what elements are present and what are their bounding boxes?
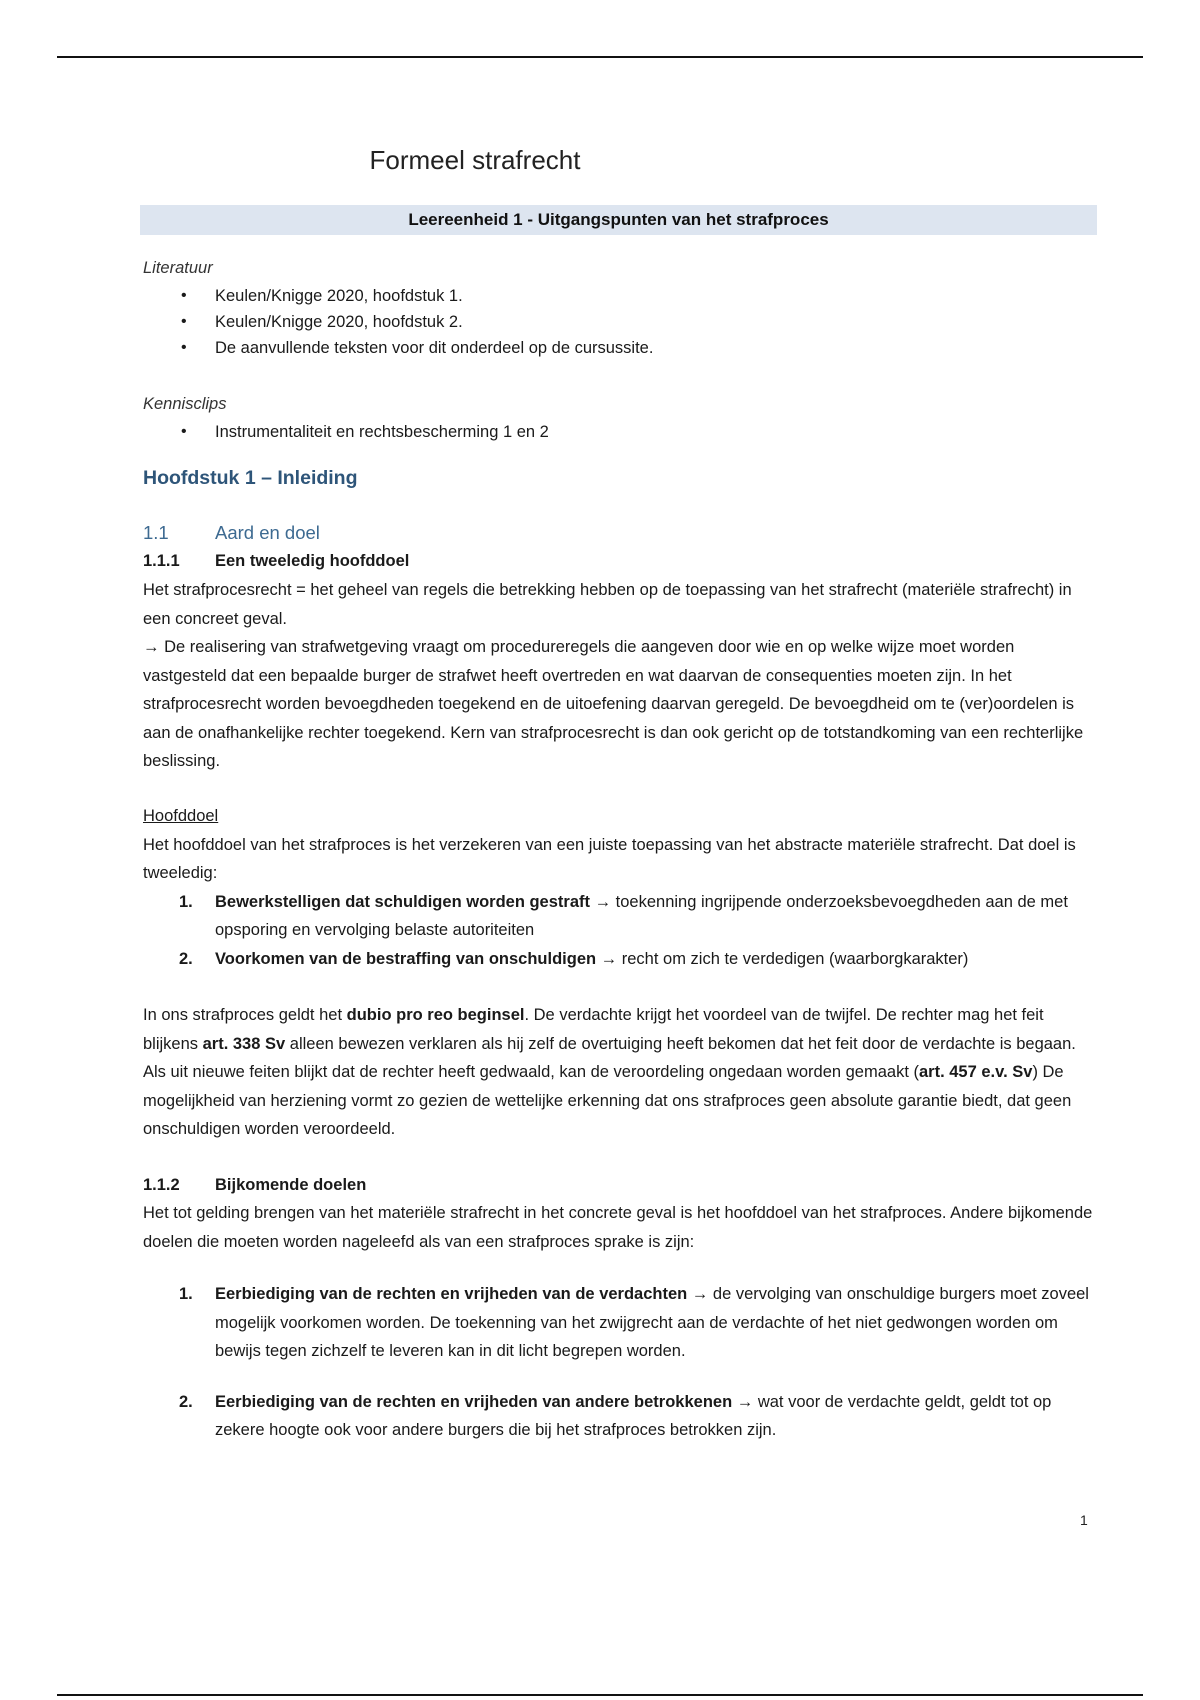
list-item (143, 1280, 1093, 1366)
section-title: Aard en doel (215, 522, 320, 543)
unit-banner: Leereenheid 1 - Uitgangspunten van het strafproces (140, 205, 1097, 235)
hoofddoel-section (143, 802, 1093, 973)
item-text: de vervolging van onschuldige burgers moet zoveel mogelijk voorkomen worden. De toekenning van het zwijgrecht aan de verdachte of het niet gedwongen worden om bewijs tegen zichzelf te leveren kan in dit licht begrepen worden. (215, 1285, 1089, 1360)
bold-term: art. 457 e.v. Sv (919, 1063, 1033, 1081)
bijkomend-intro: Het tot gelding brengen van het materiële strafrecht in het concrete geval is het hoofddoel van het strafproces. Andere bijkomende doelen die moeten worden nageleefd als van een strafproces sprake is zijn: (143, 1204, 1093, 1251)
list-item: • Keulen/Knigge 2020, hoofdstuk 2. (143, 309, 1093, 335)
text-run: . De verdachte krijgt het voordeel van de twijfel. De rechter mag het feit blijkens (143, 1006, 1044, 1053)
item-text: wat voor de verdachte geldt, geldt tot op zekere hoogte ook voor andere burgers die bij het strafproces betrokken zijn. (215, 1392, 1052, 1439)
bold-term: dubio pro reo beginsel (346, 1006, 525, 1024)
literature-label: Literatuur (143, 259, 213, 277)
item-text: → toekenning ingrijpende onderzoeksbevoegdheden aan de met opsporing en vervolging belaste autoriteiten (215, 892, 1068, 939)
text-run: In ons strafproces geldt het (143, 1006, 347, 1024)
item-bold-text: Voorkomen van de bestraffing van onschuldigen (215, 949, 597, 968)
section-title: Een tweeledig hoofddoel (215, 552, 410, 570)
item-number: 2. (179, 1392, 193, 1411)
hoofddoel-label: Hoofddoel (143, 807, 219, 825)
section-heading-1-1 (143, 519, 1093, 547)
clips-section (143, 390, 1093, 445)
list-item: • Keulen/Knigge 2020, hoofdstuk 1. (143, 283, 1093, 309)
section-number: 1.1.1 (143, 552, 180, 570)
bijkomend-section (143, 1280, 1093, 1445)
item-number: 1. (179, 1285, 193, 1303)
section-heading-1-1-1 (143, 547, 1093, 575)
bold-term: art. 338 Sv (202, 1034, 286, 1053)
list-item (143, 888, 1093, 945)
list-item (143, 945, 1093, 974)
item-bold-text: Eerbiediging van de rechten en vrijheden van de verdachten → (215, 1285, 709, 1303)
section-number: 1.1 (143, 522, 169, 543)
top-rule (57, 56, 1143, 58)
dubio-paragraph (143, 1001, 1093, 1144)
literature-section (143, 254, 1093, 361)
list-item: • Instrumentaliteit en rechtsbescherming 1 en 2 (143, 419, 1093, 445)
item-bold-text: Eerbiediging van de rechten en vrijheden van andere betrokkenen → (215, 1392, 754, 1411)
clips-list (143, 419, 1093, 445)
chapter-heading: Hoofdstuk 1 – Inleiding (143, 467, 358, 489)
literature-list (143, 283, 1093, 361)
definition-block (143, 576, 1093, 776)
item-bold-text: Bewerkstelligen dat schuldigen worden gestraft (215, 892, 590, 911)
list-item (143, 1388, 1093, 1445)
hoofddoel-list (143, 888, 1093, 974)
section-title: Bijkomende doelen (215, 1176, 367, 1194)
bijkomend-list (143, 1280, 1093, 1445)
list-item: • De aanvullende teksten voor dit onderdeel op de cursussite. (143, 335, 1093, 361)
clips-label: Kennisclips (143, 395, 227, 413)
dubio-text (143, 1001, 1093, 1144)
document-title: Formeel strafrecht (369, 145, 581, 175)
item-number: 2. (179, 949, 193, 968)
item-text: → recht om zich te verdedigen (waarborgkarakter) (596, 949, 969, 968)
section-heading-1-1-2 (143, 1171, 1093, 1199)
definition-paragraph: Het strafprocesrecht = het geheel van regels die betrekking hebben op de toepassing van het strafrecht (materiële strafrecht) in een concreet geval. (143, 581, 1072, 628)
item-number: 1. (179, 892, 193, 911)
explanation-paragraph: → De realisering van strafwetgeving vraagt om procedureregels die aangeven door wie en op welke wijze moet worden vastgesteld dat een bepaalde burger de strafwet heeft overtreden en wat daarvan de consequenties moeten zijn. In het strafprocesrecht worden bevoegdheden toegekend en de uitoefening daarvan geregeld. De bevoegdheid om te (ver)oordelen is aan de onafhankelijke rechter toegekend. Kern van strafprocesrecht is dan ook gericht op de totstandkoming van een rechterlijke beslissing. (143, 638, 1084, 770)
hoofddoel-intro: Het hoofddoel van het strafproces is het verzekeren van een juiste toepassing van het abstracte materiële strafrecht. Dat doel is tweeledig: (143, 835, 1076, 882)
text-run: alleen bewezen verklaren als hij zelf de overtuiging heeft bekomen dat het feit door de verdachte is begaan. Als uit nieuwe feiten blijkt dat de rechter heeft gedwaald, kan de veroordeling ongedaan worden gemaakt ( (143, 1034, 1076, 1081)
text-run: ) De mogelijkheid van herziening vormt zo gezien de wettelijke erkenning dat ons strafproces geen absolute garantie biedt, dat geen onschuldigen worden veroordeeld. (143, 1063, 1072, 1138)
page-number: 1 (1080, 1512, 1088, 1528)
bottom-rule (57, 1694, 1143, 1696)
section-number: 1.1.2 (143, 1176, 180, 1194)
